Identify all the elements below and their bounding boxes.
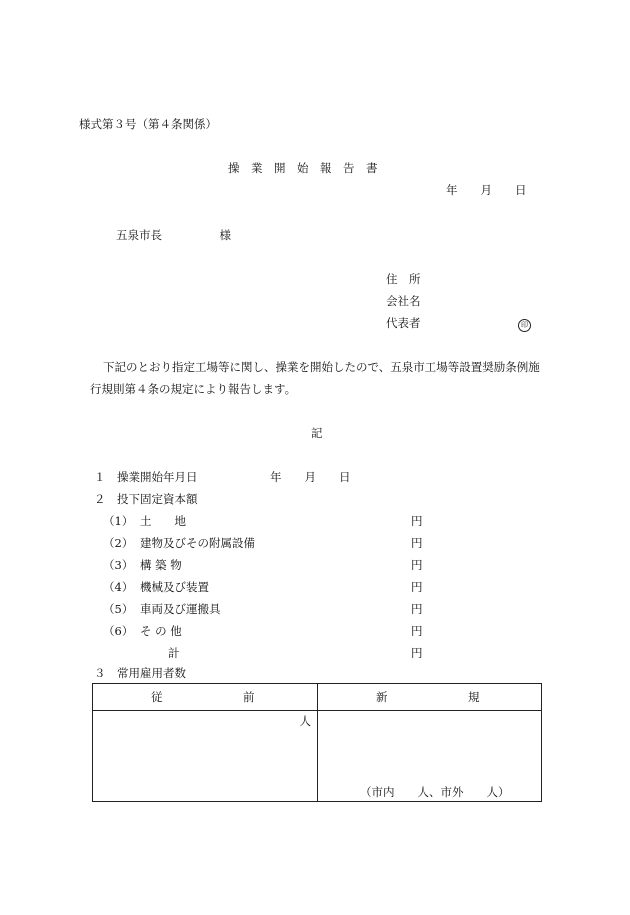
row1-unit: 円 [411,514,423,528]
body-line-2: 行規則第４条の規定により報告します。 [90,382,297,396]
item2-label: ２ 投下固定資本額 [94,492,198,506]
date-line: 年 月 日 [446,183,527,197]
form-number: 様式第３号（第４条関係） [79,117,217,131]
document-title: 操 業 開 始 報 告 書 [228,161,378,175]
row2-no: （2） [103,536,134,550]
col-before-header: 従 前 [93,684,318,711]
ki-heading: 記 [311,426,323,440]
col-new-header: 新 規 [318,684,542,711]
row5-no: （5） [103,602,134,616]
row3-name: 構 築 物 [140,558,182,572]
row4-no: （4） [103,580,134,594]
body-line-1: 下記のとおり指定工場等に関し、操業を開始したので、五泉市工場等設置奨励条例施 [103,360,540,374]
row6-name: そ の 他 [140,624,182,638]
row5-unit: 円 [411,602,423,616]
item1-date: 年 月 日 [270,470,351,484]
before-count-cell[interactable]: 人 [93,711,318,802]
row1-name: 土 地 [140,514,186,528]
row1-no: （1） [103,514,134,528]
total-unit: 円 [411,646,423,660]
row3-unit: 円 [411,558,423,572]
row6-unit: 円 [411,624,423,638]
row4-name: 機械及び装置 [140,580,209,594]
row2-unit: 円 [411,536,423,550]
row3-no: （3） [103,558,134,572]
company-label: 会社名 [386,294,421,308]
item3-label: ３ 常用雇用者数 [94,666,186,680]
total-label: 計 [168,646,180,660]
row4-unit: 円 [411,580,423,594]
row6-no: （6） [103,624,134,638]
row5-name: 車両及び運搬具 [140,602,221,616]
new-count-cell[interactable]: （市内 人、市外 人） [318,711,542,802]
address-label: 住 所 [386,272,421,286]
item1-label: １ 操業開始年月日 [94,470,198,484]
representative-label: 代表者 [386,316,421,330]
row2-name: 建物及びその附属設備 [140,536,255,550]
employee-table [92,683,542,802]
seal-mark: 印 [518,316,531,332]
addressee: 五泉市長 様 [116,228,231,242]
